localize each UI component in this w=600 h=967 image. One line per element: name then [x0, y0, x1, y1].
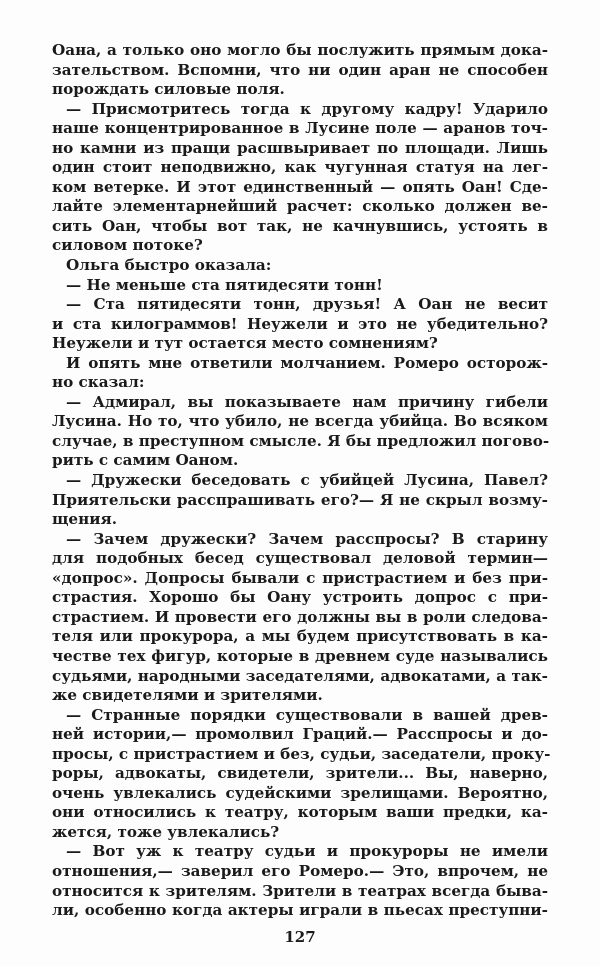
text-line: И опять мне ответили молчанием. Ромеро осторож-	[66, 353, 548, 372]
text-line: страстием. И провести его должны вы в роли следова-	[52, 607, 548, 626]
text-line: ней истории,— промолвил Граций.— Расспросы и до-	[52, 725, 548, 744]
text-line: честве тех фигур, которые в древнем суде назывались	[52, 646, 548, 665]
text-line: судьями, народными заседателями, адвокатами, а так-	[52, 666, 548, 685]
text-line: страстия. Хорошо бы Оану устроить допрос с при-	[52, 588, 548, 607]
text-line: теля или прокурора, а мы будем присутствовать в ка-	[52, 627, 548, 646]
text-line: зательством. Вспомни, что ни один аран не способен	[52, 60, 548, 79]
text-line: же свидетелями и зрителями.	[52, 686, 323, 705]
text-line: но камни из пращи расшвыривает по площади. Лишь	[52, 138, 548, 157]
text-line: и ста килограммов! Неужели и это не убедительно?	[52, 314, 548, 333]
text-line: просы, с пристрастием и без, судьи, заседатели, проку-	[52, 744, 551, 763]
text-line: ли, особенно когда актеры играли в пьесах преступни-	[52, 901, 548, 920]
text-line: — Не меньше ста пятидесяти тонн!	[66, 275, 383, 294]
text-line: они относились к театру, которым ваши предки, ка-	[52, 803, 548, 822]
text-line: Приятельски расспрашивать его?— Я не скрыл возму-	[52, 490, 548, 509]
text-line: силовом потоке?	[52, 236, 203, 255]
text-line: Оана, а только оно могло бы послужить прямым дока-	[52, 41, 548, 59]
text-line: лайте элементарнейший расчет: сколько должен ве-	[52, 197, 548, 216]
body-text	[52, 41, 551, 921]
text-line: наше концентрированное в Лусине поле — аранов точ-	[52, 119, 548, 138]
text-line: — Вот уж к театру судьи и прокуроры не имели	[66, 842, 548, 861]
text-line: — Зачем дружески? Зачем расспросы? В старину	[66, 529, 548, 548]
text-line: относится к зрителям. Зрители в театрах всегда быва-	[52, 881, 548, 900]
text-line: «допрос». Допросы бывали с пристрастием и без при-	[52, 568, 548, 587]
text-line: порождать силовые поля.	[52, 80, 285, 99]
text-line: — Странные порядки существовали в вашей древ-	[66, 705, 548, 724]
text-line: но сказал:	[52, 373, 145, 392]
text-line: рить с самим Оаном.	[52, 451, 239, 470]
text-line: ком ветерке. И этот единственный — опять Оан! Сде-	[52, 177, 548, 196]
text-line: жется, тоже увлекались?	[52, 822, 280, 841]
text-line: щения.	[52, 510, 117, 529]
text-line: — Дружески беседовать с убийцей Лусина, Павел?	[66, 471, 548, 490]
text-line: роры, адвокаты, свидетели, зрители... Вы, наверно,	[52, 764, 548, 783]
page-number: 127	[284, 928, 316, 946]
text-line: — Присмотритесь тогда к другому кадру! Ударило	[66, 99, 548, 118]
text-line: для подобных бесед существовал деловой термин—	[52, 549, 548, 568]
text-line: один стоит неподвижно, как чугунная статуя на лег-	[52, 158, 548, 177]
text-line: Лусина. Но то, что убило, не всегда убийца. Во всяком	[52, 412, 548, 431]
text-line: случае, в преступном смысле. Я бы предложил погово-	[52, 431, 550, 450]
text-line: отношения,— заверил его Ромеро.— Это, впрочем, не	[52, 861, 548, 880]
text-line: Неужели и тут остается место сомнениям?	[52, 334, 438, 353]
text-line: Ольга быстро оказала:	[66, 256, 272, 275]
text-line: очень увлекались судейскими зрелищами. Вероятно,	[52, 783, 548, 802]
text-line: — Адмирал, вы показываете нам причину гибели	[66, 392, 548, 411]
text-line: — Ста пятидесяти тонн, друзья! А Оан не весит	[66, 295, 548, 314]
text-line: сить Оан, чтобы вот так, не качнувшись, устоять в	[52, 216, 548, 235]
